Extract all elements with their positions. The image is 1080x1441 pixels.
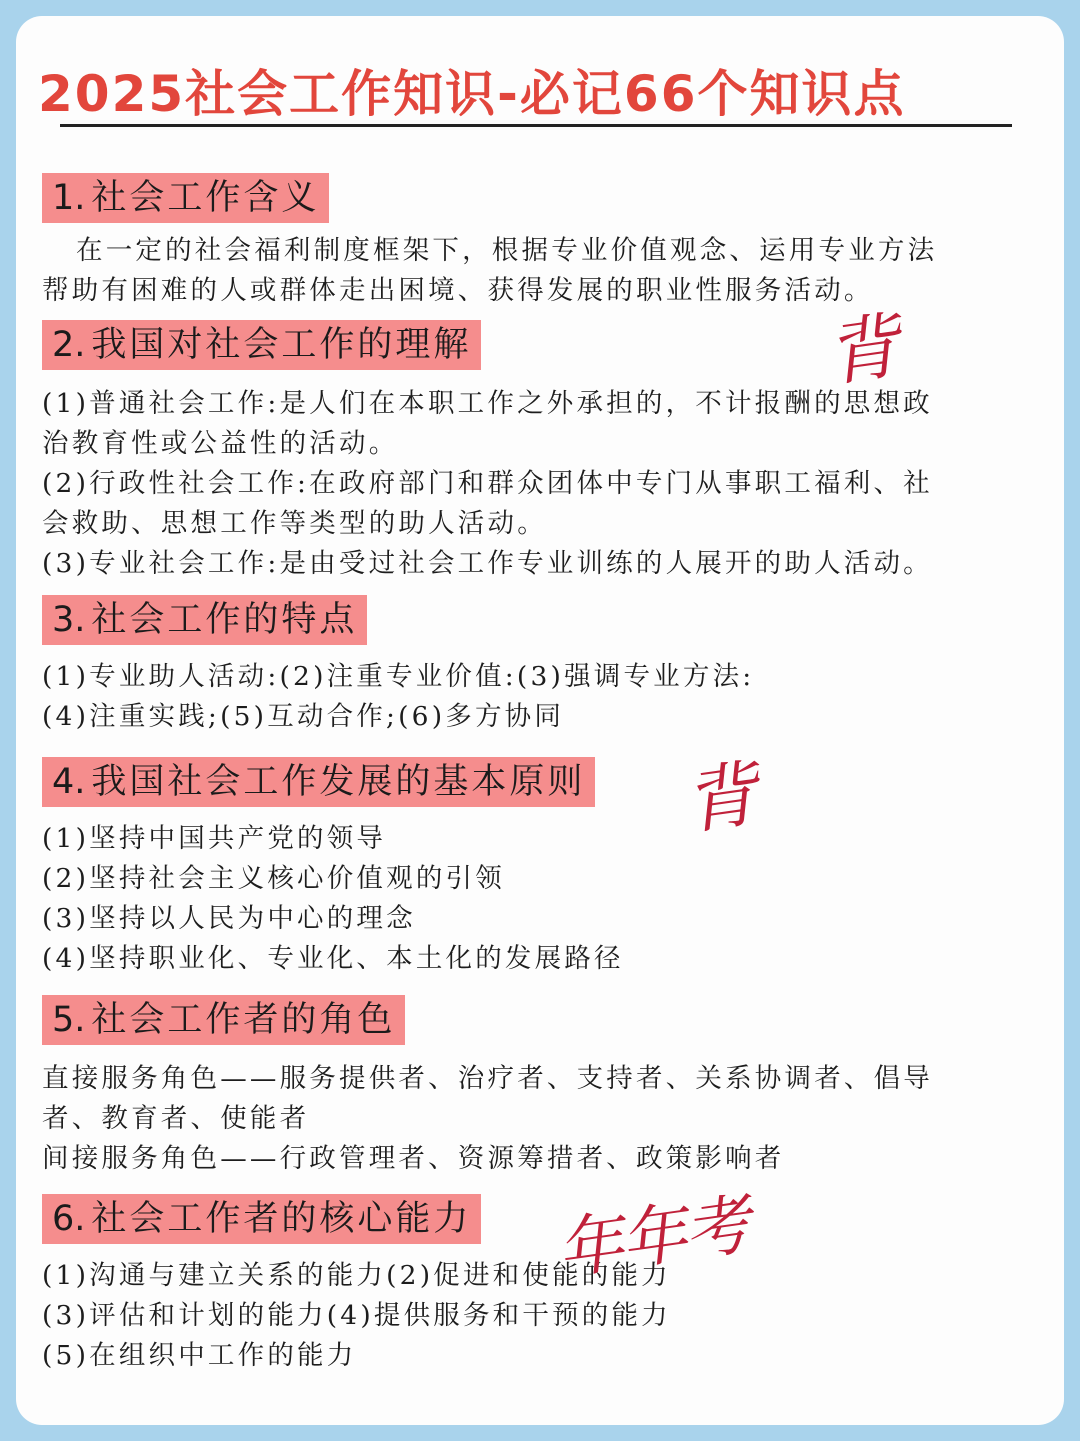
handwritten-mark-tested-yearly: 年年考 <box>552 1185 754 1289</box>
note-card <box>16 16 1064 1425</box>
section-body <box>42 1059 1036 1179</box>
text-line: (2)行政性社会工作:在政府部门和群众团体中专门从事职工福利、社 <box>42 468 933 499</box>
section-heading: 2. 我国对社会工作的理解 <box>42 320 481 370</box>
text-line: 者、教育者、使能者 <box>42 1103 310 1134</box>
text-line: 直接服务角色——服务提供者、治疗者、支持者、关系协调者、倡导 <box>42 1063 933 1094</box>
text-line: (1)坚持中国共产党的领导 <box>42 823 387 854</box>
section-body <box>42 819 1036 979</box>
text-line: (3)坚持以人民为中心的理念 <box>42 903 416 934</box>
section-heading: 4. 我国社会工作发展的基本原则 <box>42 757 595 807</box>
title-divider <box>60 124 1012 127</box>
section-4 <box>42 757 1036 979</box>
text-line: (5)在组织中工作的能力 <box>42 1340 357 1371</box>
section-heading: 6. 社会工作者的核心能力 <box>42 1194 481 1244</box>
section-heading: 3. 社会工作的特点 <box>42 595 367 645</box>
section-6 <box>42 1194 1036 1376</box>
text-line: 会救助、思想工作等类型的助人活动。 <box>42 508 547 539</box>
text-line: (1)普通社会工作:是人们在本职工作之外承担的，不计报酬的思想政 <box>42 388 933 419</box>
text-line: (2)坚持社会主义核心价值观的引领 <box>42 863 505 894</box>
page-title: 2025社会工作知识-必记66个知识点 <box>38 65 906 123</box>
section-heading: 5. 社会工作者的角色 <box>42 995 405 1045</box>
section-5 <box>42 995 1036 1179</box>
text-line: (3)评估和计划的能力(4)提供服务和干预的能力 <box>42 1300 671 1331</box>
section-body <box>42 657 1036 737</box>
text-line: (4)注重实践;(5)互动合作;(6)多方协同 <box>42 701 565 732</box>
text-line: 治教育性或公益性的活动。 <box>42 428 399 459</box>
text-line: 在一定的社会福利制度框架下，根据专业价值观念、运用专业方法 <box>76 235 938 266</box>
section-body <box>42 1256 1036 1376</box>
section-heading: 1. 社会工作含义 <box>42 173 329 223</box>
text-line: (1)专业助人活动:(2)注重专业价值:(3)强调专业方法: <box>42 661 755 692</box>
text-line: 帮助有困难的人或群体走出困境、获得发展的职业性服务活动。 <box>42 275 874 306</box>
section-body <box>42 384 1036 584</box>
text-line: (1)沟通与建立关系的能力(2)促进和使能的能力 <box>42 1260 671 1291</box>
text-line: (3)专业社会工作:是由受过社会工作专业训练的人展开的助人活动。 <box>42 548 933 579</box>
handwritten-mark-memorize: 背 <box>679 751 763 845</box>
text-line: (4)坚持职业化、专业化、本土化的发展路径 <box>42 943 624 974</box>
handwritten-mark-memorize: 背 <box>821 303 905 397</box>
text-line: 间接服务角色——行政管理者、资源筹措者、政策影响者 <box>42 1143 785 1174</box>
section-3 <box>42 595 1036 737</box>
